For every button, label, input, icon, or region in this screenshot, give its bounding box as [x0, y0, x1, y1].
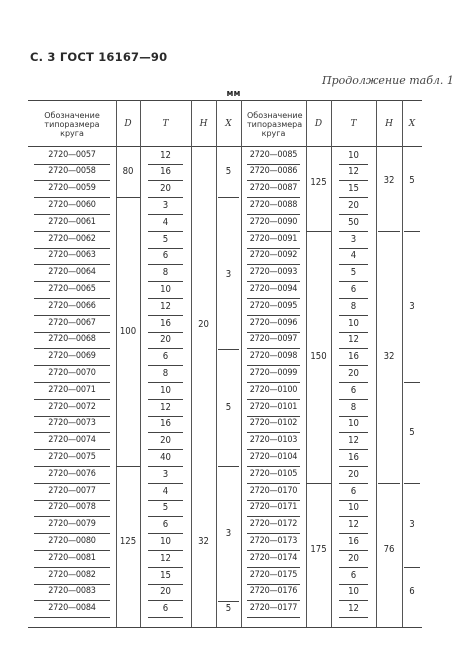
table-row-designation: 2720—0067 — [48, 317, 96, 328]
page-header: С. 3 ГОСТ 16167—90 — [30, 50, 168, 64]
group-rule — [218, 466, 239, 467]
table-row-t-value: 6 — [162, 351, 169, 363]
row-rule — [148, 617, 183, 618]
table-row-designation: 2720—0082 — [48, 569, 96, 580]
group-rule — [218, 197, 239, 198]
units-label: мм — [226, 89, 241, 99]
table-row-designation: 2720—0103 — [249, 435, 298, 446]
table-row-t-value: 16 — [160, 418, 171, 430]
table-row-t-value: 20 — [160, 435, 171, 447]
table-row-designation: 2720—0094 — [249, 283, 298, 294]
table-cell-x: 5 — [409, 426, 415, 438]
table-row-designation: 2720—0081 — [48, 552, 96, 563]
table-cell-h: 32 — [383, 351, 395, 363]
table-row-designation: 2720—0070 — [48, 367, 96, 378]
table-top-rule — [28, 100, 422, 101]
group-rule — [378, 483, 400, 484]
table-row-t-value: 5 — [162, 233, 169, 245]
table-row-t-value: 12 — [160, 552, 171, 564]
table-cell-h: 20 — [198, 318, 209, 330]
table-row-designation: 2720—0177 — [249, 603, 298, 614]
table-row-t-value: 6 — [162, 519, 169, 531]
table-cell-x: 5 — [225, 603, 232, 615]
table-row-designation: 2720—0174 — [249, 552, 298, 563]
table-row-t-value: 12 — [160, 300, 171, 312]
table-row-designation: 2720—0071 — [48, 384, 96, 395]
table-row-t-value: 16 — [348, 535, 359, 547]
table-row-designation: 2720—0063 — [48, 250, 96, 261]
table-cell-d: 175 — [310, 544, 327, 556]
table-row-t-value: 6 — [350, 283, 357, 295]
table-cell-x: 6 — [409, 586, 415, 598]
table-cell-d: 80 — [122, 166, 134, 178]
table-row-t-value: 20 — [348, 468, 359, 480]
table-row-designation: 2720—0095 — [249, 300, 298, 311]
table-row-designation: 2720—0072 — [48, 401, 96, 412]
table-row-t-value: 50 — [348, 216, 359, 228]
table-cell-h: 32 — [383, 175, 395, 187]
left-header-h: H — [199, 119, 208, 129]
table-row-t-value: 6 — [162, 250, 169, 262]
table-row-designation: 2720—0080 — [48, 535, 96, 546]
table-row-t-value: 3 — [162, 468, 169, 480]
table-row-t-value: 20 — [348, 552, 359, 564]
table-row-t-value: 10 — [348, 317, 359, 329]
table-row-t-value: 15 — [160, 569, 171, 581]
table-row-t-value: 5 — [350, 267, 357, 279]
table-row-designation: 2720—0101 — [249, 401, 298, 412]
group-rule — [378, 231, 400, 232]
table-row-designation: 2720—0064 — [48, 267, 96, 278]
right-header-h: H — [385, 119, 393, 129]
table-row-t-value: 12 — [348, 435, 359, 447]
table-row-t-value: 16 — [160, 166, 171, 178]
table-row-designation: 2720—0083 — [48, 586, 96, 597]
table-cell-x: 3 — [225, 269, 232, 281]
table-row-t-value: 20 — [160, 334, 171, 346]
row-rule — [339, 617, 368, 618]
table-row-designation: 2720—0068 — [48, 334, 96, 345]
left-header-designation: Обозначение типоразмера круга — [44, 111, 100, 138]
table-row-t-value: 6 — [162, 603, 169, 615]
table-row-designation: 2720—0062 — [48, 233, 96, 244]
table-row-t-value: 20 — [160, 586, 171, 598]
table-row-designation: 2720—0057 — [48, 149, 96, 160]
right-header-t: T — [350, 119, 357, 129]
table-row-t-value: 12 — [348, 166, 359, 178]
group-rule — [404, 382, 420, 383]
table-row-t-value: 40 — [160, 451, 171, 463]
table-cell-d: 125 — [119, 535, 137, 547]
table-row-designation: 2720—0097 — [249, 334, 298, 345]
table-row-designation: 2720—0171 — [249, 502, 298, 513]
table-row-designation: 2720—0061 — [48, 216, 96, 227]
table-row-t-value: 10 — [348, 149, 359, 161]
table-row-t-value: 4 — [162, 485, 169, 497]
table-row-designation: 2720—0175 — [249, 569, 298, 580]
left-header-d: D — [124, 119, 132, 129]
table-cell-x: 5 — [225, 166, 232, 178]
table-row-designation: 2720—0096 — [249, 317, 298, 328]
table-row-designation: 2720—0172 — [249, 519, 298, 530]
table-row-t-value: 8 — [350, 300, 357, 312]
table-cell-x: 3 — [409, 519, 415, 531]
table-row-designation: 2720—0090 — [249, 216, 298, 227]
table-cell-d: 125 — [310, 177, 327, 189]
table-row-t-value: 8 — [350, 401, 357, 413]
table-row-designation: 2720—0076 — [48, 468, 96, 479]
table-row-designation: 2720—0085 — [249, 149, 298, 160]
group-rule — [404, 231, 420, 232]
table-row-t-value: 6 — [350, 569, 357, 581]
table-row-t-value: 12 — [348, 603, 359, 615]
table-row-t-value: 16 — [348, 451, 359, 463]
right-header-d: D — [314, 119, 323, 129]
table-row-designation: 2720—0170 — [249, 485, 298, 496]
table-row-t-value: 20 — [348, 199, 359, 211]
table-row-t-value: 12 — [160, 149, 171, 161]
table-row-designation: 2720—0084 — [48, 603, 96, 614]
table-row-t-value: 3 — [350, 233, 357, 245]
table-row-designation: 2720—0079 — [48, 519, 96, 530]
column-divider — [331, 100, 332, 627]
table-row-designation: 2720—0078 — [48, 502, 96, 513]
table-row-t-value: 10 — [160, 283, 171, 295]
table-row-designation: 2720—0100 — [249, 384, 298, 395]
table-cell-d: 100 — [119, 325, 137, 337]
table-row-t-value: 8 — [162, 267, 169, 279]
table-row-designation: 2720—0088 — [249, 199, 298, 210]
table-cell-x: 5 — [409, 175, 415, 187]
table-row-designation: 2720—0173 — [249, 535, 298, 546]
table-row-t-value: 4 — [350, 250, 357, 262]
group-rule — [404, 567, 420, 568]
table-row-designation: 2720—0058 — [48, 166, 96, 177]
table-cell-x: 5 — [225, 401, 232, 413]
table-row-t-value: 10 — [160, 535, 171, 547]
group-rule — [306, 231, 331, 232]
table-row-t-value: 3 — [162, 199, 169, 211]
table-continuation-label: Продолжение табл. 1 — [322, 74, 454, 87]
table-row-designation: 2720—0092 — [249, 250, 298, 261]
table-cell-x: 3 — [409, 300, 415, 312]
table-row-t-value: 15 — [348, 183, 359, 195]
table-row-t-value: 20 — [348, 367, 359, 379]
table-row-designation: 2720—0069 — [48, 351, 96, 362]
table-row-t-value: 10 — [348, 586, 359, 598]
table-cell-d: 150 — [310, 351, 327, 363]
group-rule — [116, 466, 140, 467]
table-row-t-value: 12 — [160, 401, 171, 413]
table-row-designation: 2720—0093 — [249, 267, 298, 278]
group-rule — [116, 197, 140, 198]
table-row-t-value: 12 — [348, 519, 359, 531]
table-row-t-value: 10 — [348, 418, 359, 430]
table-cell-h: 76 — [383, 544, 395, 556]
column-divider — [241, 100, 242, 627]
table-row-t-value: 8 — [162, 367, 169, 379]
table-row-designation: 2720—0091 — [249, 233, 298, 244]
group-rule — [306, 483, 331, 484]
right-header-x: X — [408, 119, 416, 129]
table-bottom-rule — [28, 627, 422, 628]
table-row-t-value: 5 — [162, 502, 169, 514]
row-rule — [247, 617, 300, 618]
group-rule — [404, 483, 420, 484]
table-row-designation: 2720—0075 — [48, 451, 96, 462]
group-rule — [218, 349, 239, 350]
table-row-designation: 2720—0105 — [249, 468, 298, 479]
table-row-designation: 2720—0086 — [249, 166, 298, 177]
table-row-t-value: 20 — [160, 183, 171, 195]
table-row-t-value: 6 — [350, 485, 357, 497]
table-cell-x: 3 — [225, 527, 232, 539]
row-rule — [34, 617, 110, 618]
table-row-designation: 2720—0087 — [249, 183, 298, 194]
left-header-t: T — [162, 119, 169, 129]
left-header-x: X — [225, 119, 232, 129]
table-row-t-value: 10 — [160, 384, 171, 396]
table-row-designation: 2720—0059 — [48, 183, 96, 194]
column-divider — [140, 100, 141, 627]
table-row-designation: 2720—0099 — [249, 367, 298, 378]
table-row-designation: 2720—0102 — [249, 418, 298, 429]
table-row-designation: 2720—0060 — [48, 199, 96, 210]
table-row-t-value: 6 — [350, 384, 357, 396]
table-row-t-value: 4 — [162, 216, 169, 228]
table-row-t-value: 10 — [348, 502, 359, 514]
table-row-designation: 2720—0098 — [249, 351, 298, 362]
table-row-designation: 2720—0176 — [249, 586, 298, 597]
table-row-designation: 2720—0066 — [48, 300, 96, 311]
table-row-designation: 2720—0104 — [249, 451, 298, 462]
table-row-designation: 2720—0073 — [48, 418, 96, 429]
right-header-designation: Обозначение типоразмера круга — [247, 111, 303, 138]
table-row-designation: 2720—0065 — [48, 283, 96, 294]
table-row-t-value: 16 — [160, 317, 171, 329]
table-cell-h: 32 — [198, 535, 209, 547]
table-row-t-value: 12 — [348, 334, 359, 346]
table-row-designation: 2720—0077 — [48, 485, 96, 496]
table-row-t-value: 16 — [348, 351, 359, 363]
table-row-designation: 2720—0074 — [48, 435, 96, 446]
